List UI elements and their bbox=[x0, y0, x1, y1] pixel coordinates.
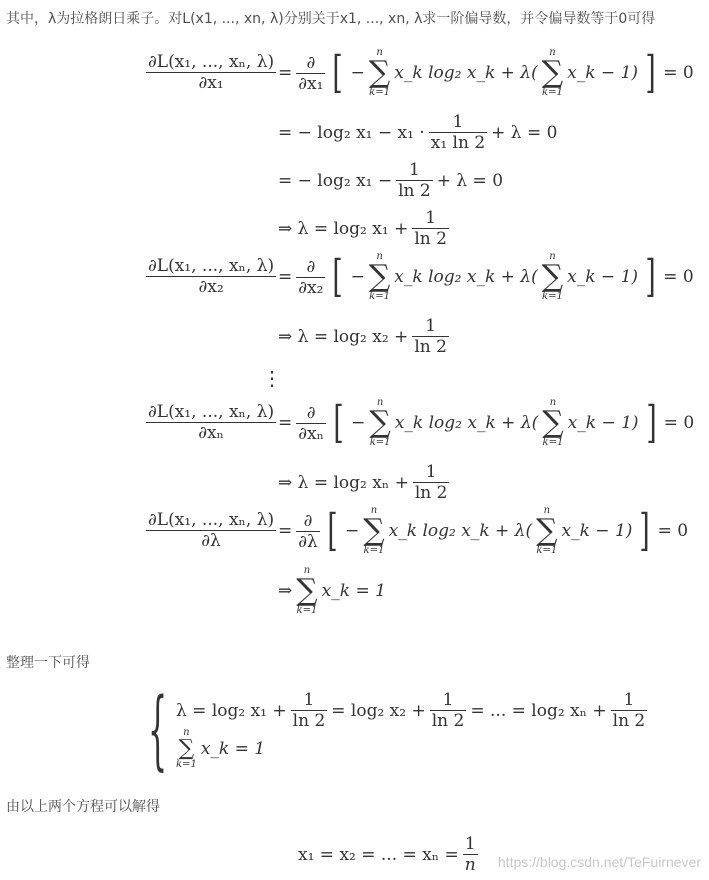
equation-line2: = − log₂ x₁ − x₁ · $\frac{1}{\text{x₁ ln 2}}$ + λ = 0 bbox=[278, 112, 558, 153]
equation-dxn: $\frac{\text{∂L(x₁, ..., xₙ, λ)}}{\text{∂xₙ}}$ = $\frac{\partial}{\text{∂xₙ}}$ [ − n ∑ k=1 x_k log₂ x_k + λ( n ∑ k=1 x_k − 1) ] = 0 bbox=[148, 397, 695, 448]
equation-line3: = − log₂ x₁ − $\frac{1}{\ln 2}$ + λ = 0 bbox=[278, 160, 504, 201]
final-equation: x₁ = x₂ = ... = xₙ = $\frac{1}{n}$ bbox=[298, 834, 476, 875]
mid-text: 整理一下可得 bbox=[6, 655, 90, 671]
intro-text: 其中，λ为拉格朗日乘子。对L(x1, ..., xn, λ)分别关于x1, ..., xn, λ求一阶偏导数，并令偏导数等于0可得 bbox=[6, 11, 656, 27]
system-line1: λ = log₂ x₁ + $\frac{1}{\ln 2}$ = log₂ x₂ + $\frac{1}{\ln 2}$ = ... = log₂ xₙ + $\frac{1}{\ln 2}$ bbox=[176, 690, 646, 731]
equation-sum-constraint: ⇒ n ∑ k=1 x_k = 1 bbox=[278, 565, 386, 616]
equation-dx2: $\frac{\text{∂L(x₁, ..., xₙ, λ)}}{\text{∂x₂}}$ = $\frac{\partial}{\text{∂x₂}}$ [ − n ∑ k=1 x_k log₂ x_k + λ( n ∑ k=1 x_k − 1) ] = 0 bbox=[148, 251, 694, 302]
equation-lambda2: ⇒ λ = log₂ x₂ + $\frac{1}{\ln 2}$ bbox=[278, 316, 447, 357]
equation-lambdan: ⇒ λ = log₂ xₙ + $\frac{1}{\ln 2}$ bbox=[278, 462, 448, 503]
equation-lambda1: ⇒ λ = log₂ x₁ + $\frac{1}{\ln 2}$ bbox=[278, 208, 447, 249]
vdots: ⋮ bbox=[262, 366, 282, 390]
system-brace: { bbox=[148, 680, 168, 780]
end-text: 由以上两个方程可以解得 bbox=[6, 799, 160, 815]
system-line2: n ∑ k=1 x_k = 1 bbox=[176, 727, 266, 770]
equation-dx1: $\frac{\text{∂L(x₁, ..., xₙ, λ)}}{\text{∂x₁}}$ = $\frac{\partial}{\text{∂x₁}}$ [ − n ∑ k=1 x_k log₂ x_k + λ( n ∑ k=1 x_k − 1) ] = 0 bbox=[148, 47, 694, 98]
equation-dlambda: $\frac{\text{∂L(x₁, ..., xₙ, λ)}}{\partial\lambda}$ = $\frac{\partial}{\partial\lambda}$ [ − n ∑ k=1 x_k log₂ x_k + λ( n ∑ k=1 x_k − 1) ] = 0 bbox=[148, 505, 689, 556]
watermark: https://blog.csdn.net/TeFuirnever bbox=[497, 854, 701, 870]
